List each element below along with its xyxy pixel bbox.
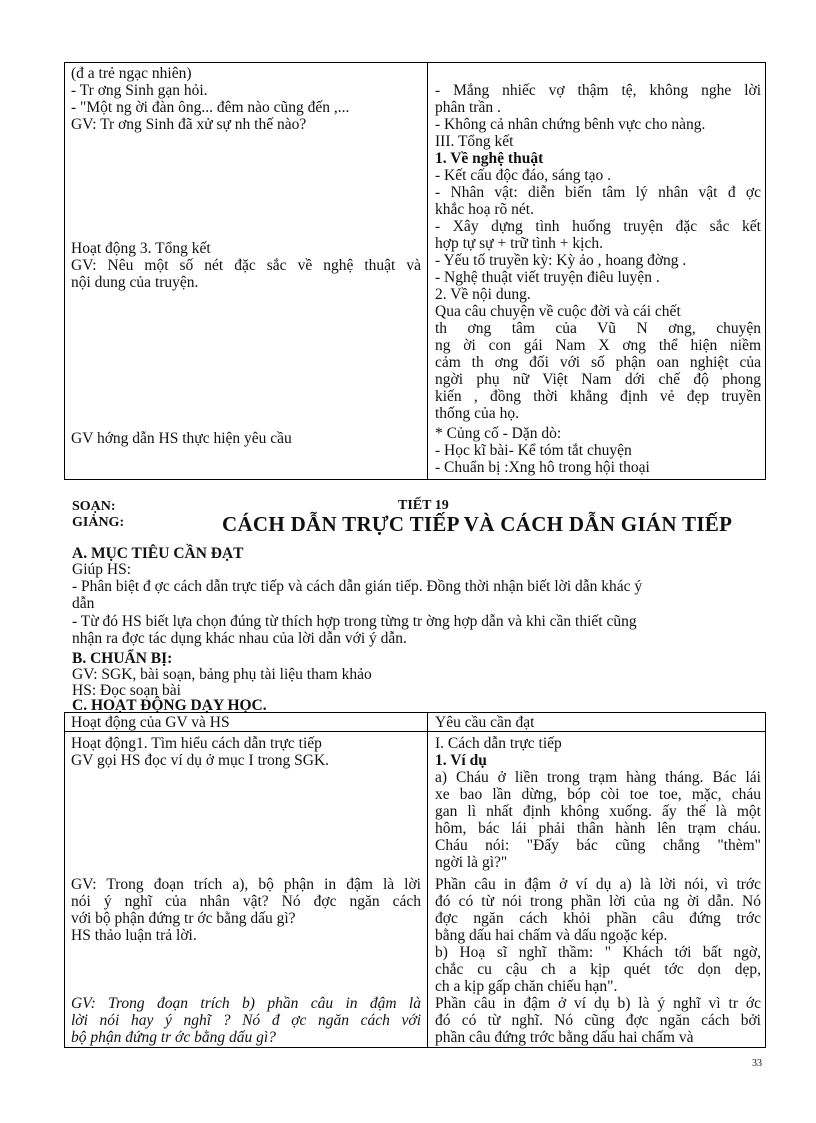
table-line: hôm, bác lái phải thân hành lên trạm cháu.: [435, 820, 761, 837]
table-line: khắc hoạ rõ nét.: [435, 201, 534, 218]
table-line: GV: Trong đoạn trích a), bộ phận in đậm là lời: [71, 876, 421, 893]
table-line: đợc ngăn cách khỏi phần câu đứng trớc: [435, 910, 761, 927]
lesson-title: CÁCH DẪN TRỰC TIẾP VÀ CÁCH DẪN GIÁN TIẾP: [222, 512, 733, 536]
table-line: hợp tự sự + trữ tình + kịch.: [435, 235, 603, 252]
table-line: - Yếu tố truyền kỳ: Kỳ ảo , hoang đờng .: [435, 252, 687, 269]
activity-heading: Hoạt động 3. Tổng kết: [71, 240, 211, 257]
table-line: phần câu đứng trớc bằng dấu hai chấm và: [435, 1029, 694, 1046]
page-number: 33: [752, 1058, 762, 1069]
lesson-table-continued: [64, 62, 766, 480]
section-a-line: Giúp HS:: [72, 561, 131, 578]
table-line: kiến , đồng thời khẳng định vẻ đẹp truyền: [435, 388, 761, 405]
activity-table: [64, 712, 766, 1048]
table-line: - Tr ơng Sinh gạn hỏi.: [71, 82, 208, 99]
table-line: gan lì nhất định không xuống. ấy thế là một: [435, 803, 761, 820]
table-line: th ơng tâm của Vũ N ơng, chuyện: [435, 320, 761, 337]
table-line: bằng dấu hai chấm và dấu ngoặc kép.: [435, 927, 668, 944]
table-line: GV hớng dẫn HS thực hiện yêu cầu: [71, 430, 292, 447]
table-line: - Chuẩn bị :Xng hô trong hội thoại: [435, 459, 650, 476]
column-divider: [427, 63, 428, 479]
table-line: đó có từ nghĩ. Nó cũng đợc ngăn cách bởi: [435, 1012, 761, 1029]
section-a-heading: A. MỤC TIÊU CẦN ĐẠT: [72, 545, 244, 562]
table-line: Phần câu in đậm ở ví dụ b) là ý nghĩ vì tr ớc: [435, 995, 761, 1012]
section-a-line: nhận ra đợc tác dụng khác nhau của lời dẫn với ý dẫn.: [72, 630, 407, 647]
section-a-line: - Từ đó HS biết lựa chọn đúng từ thích hợp trong từng tr ờng hợp dẫn và khi cần thiết cũng: [72, 613, 637, 630]
table-line: Hoạt động1. Tìm hiểu cách dẫn trực tiếp: [71, 735, 322, 752]
requirements-column: [435, 63, 761, 479]
table-line: lời nói hay ý nghĩ ? Nó đ ợc ngăn cách với: [71, 1012, 421, 1029]
activities-column: [71, 713, 421, 1047]
table-line: ng ời con gái Nam X ơng thể hiện niềm: [435, 337, 761, 354]
table-line: - Nhân vật: diễn biến tâm lý nhân vật đ ợc: [435, 184, 761, 201]
table-line: nói ý nghĩ của nhân vật? Nó đợc ngăn cách: [71, 893, 421, 910]
table-line: ch a kịp gấp chăn chiếu hạn".: [435, 978, 618, 995]
section-b-line: GV: SGK, bài soạn, bảng phụ tài liệu tham khảo: [72, 666, 372, 683]
table-line: GV gọi HS đọc ví dụ ở mục I trong SGK.: [71, 752, 330, 769]
soan-label: SOẠN:: [72, 499, 116, 514]
section-b-heading: B. CHUẨN BỊ:: [72, 650, 173, 667]
table-line: 1. Ví dụ: [435, 752, 487, 769]
section-a-line: dẫn: [72, 595, 95, 612]
table-line: cảm th ơng đối với số phận oan nghiệt của: [435, 354, 761, 371]
lesson-number: TIẾT 19: [398, 498, 449, 513]
table-line: với bộ phận đứng tr ớc bằng dấu gì?: [71, 910, 296, 927]
table-line: HS thảo luận trả lời.: [71, 927, 197, 944]
column-header-requirements: Yêu cầu cần đạt: [435, 714, 535, 731]
section-c-heading: C. HOẠT ĐỘNG DẠY HỌC.: [72, 697, 267, 714]
table-line: GV: Trong đoạn trích b) phần câu in đậm là: [71, 995, 421, 1012]
table-line: - Không cả nhân chứng bênh vực cho nàng.: [435, 116, 706, 133]
table-line: GV: Tr ơng Sinh đã xử sự nh thế nào?: [71, 116, 307, 133]
table-line: ngời phụ nữ Việt Nam dới chế độ phong: [435, 371, 761, 388]
table-line: bộ phận đứng tr ớc bằng dấu gì?: [71, 1029, 276, 1046]
section-a-line: - Phân biệt đ ợc cách dẫn trực tiếp và cách dẫn gián tiếp. Đồng thời nhận biết lời dẫn khác ý: [72, 578, 643, 595]
table-line: phân trần .: [435, 99, 501, 116]
table-line: - Xây dựng tình huống truyện đặc sắc kết: [435, 218, 761, 235]
table-line: (đ a trẻ ngạc nhiên): [71, 65, 192, 82]
column-header-activities: Hoạt động của GV và HS: [71, 714, 230, 731]
requirements-column: [435, 713, 761, 1047]
table-line: - Học kĩ bài- Kể tóm tắt chuyện: [435, 442, 632, 459]
table-line: III. Tổng kết: [435, 133, 514, 150]
giang-label: GIẢNG:: [72, 515, 125, 530]
table-line: * Củng cố - Dặn dò:: [435, 425, 562, 442]
table-line: Cháu nói: "Đấy bác cũng chẳng "thèm": [435, 837, 761, 854]
table-line: - Mắng nhiếc vợ thậm tệ, không nghe lời: [435, 82, 761, 99]
table-line: b) Hoạ sĩ nghĩ thầm: " Khách tới bất ngờ,: [435, 944, 761, 961]
table-line: xe bao lần dừng, bóp còi toe toe, mặc, cháu: [435, 786, 761, 803]
section-b-line: HS: Đọc soạn bài: [72, 682, 181, 699]
table-line: - "Một ng ời đàn ông... đêm nào cũng đến ,...: [71, 99, 350, 116]
table-line: I. Cách dẫn trực tiếp: [435, 735, 562, 752]
table-line: a) Cháu ở liền trong trạm hàng tháng. Bác lái: [435, 769, 761, 786]
table-line: 2. Về nội dung.: [435, 286, 531, 303]
table-line: nội dung của truyện.: [71, 274, 199, 291]
table-line: Qua câu chuyện về cuộc đời và cái chết: [435, 303, 681, 320]
table-line: Phần câu in đậm ở ví dụ a) là lời nói, vì trớc: [435, 876, 761, 893]
column-divider: [427, 713, 428, 1047]
table-line: - Kết cấu độc đáo, sáng tạo .: [435, 167, 612, 184]
table-line: GV: Nêu một số nét đặc sắc về nghệ thuật và: [71, 257, 421, 274]
table-line: ngời là gì?": [435, 854, 508, 871]
activities-column: [71, 63, 421, 479]
table-line: - Nghệ thuật viết truyện điêu luyện .: [435, 269, 660, 286]
table-line: đó có từ nói trong phần lời của ng ời dẫn. Nó: [435, 893, 761, 910]
table-line: chắc cu cậu ch a kịp quét tớc dọn dẹp,: [435, 961, 761, 978]
table-line: thống của họ.: [435, 405, 519, 422]
table-line: 1. Về nghệ thuật: [435, 150, 544, 167]
